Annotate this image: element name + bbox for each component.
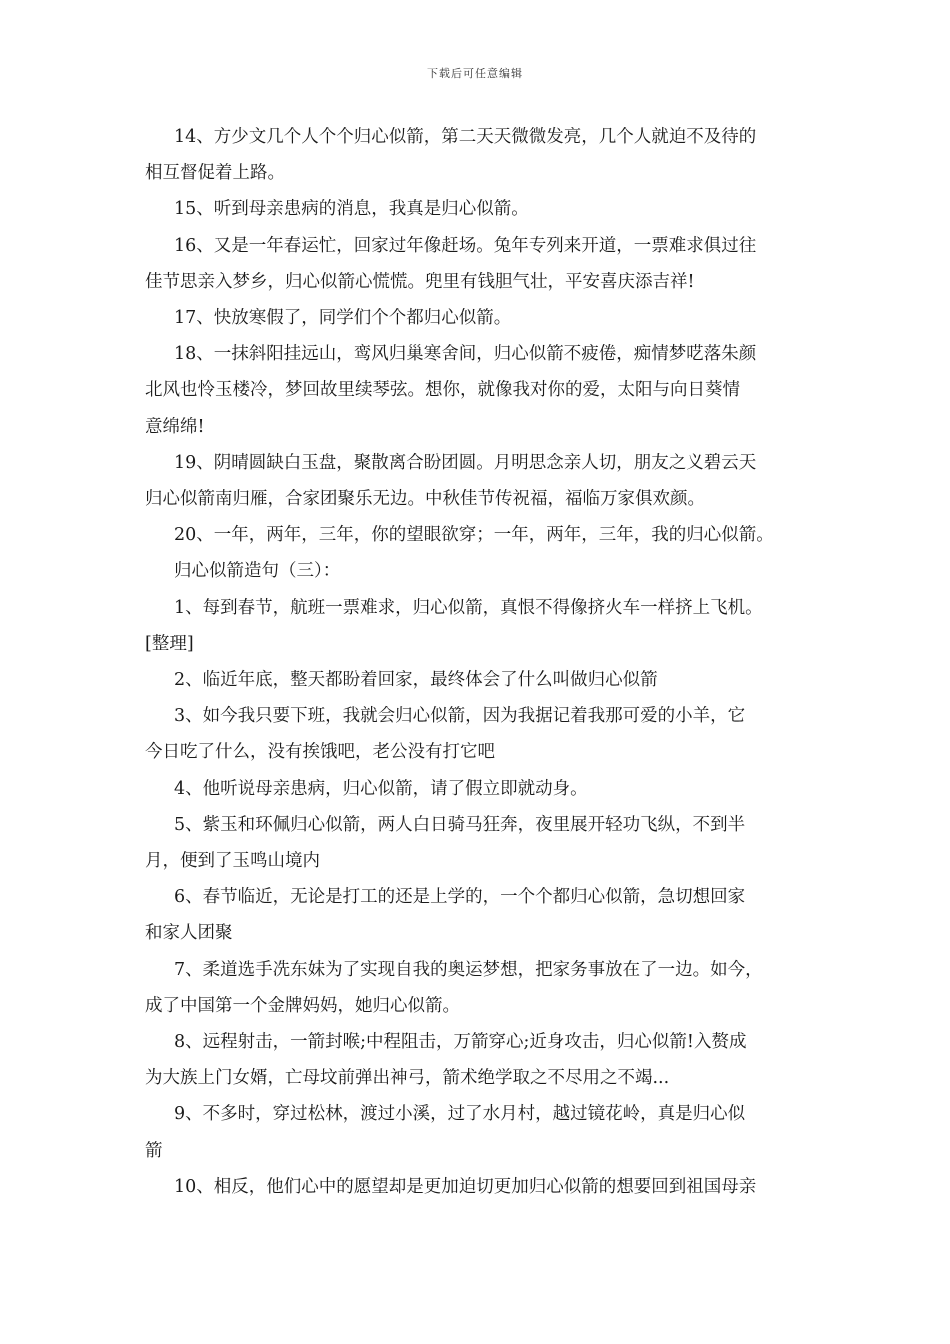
- paragraph-line: 14、方少文几个人个个归心似箭，第二天天微微发亮，几个人就迫不及待的: [174, 127, 757, 147]
- paragraph-line: 2、临近年底，整天都盼着回家，最终体会了什么叫做归心似箭: [174, 670, 658, 691]
- paragraph-continuation-line: [整理]: [145, 633, 194, 654]
- paragraph-line: 20、一年，两年，三年，你的望眼欲穿；一年，两年，三年，我的归心似箭。: [174, 525, 774, 546]
- paragraph-continuation-line: 月，便到了玉鸣山境内: [145, 851, 320, 872]
- paragraph-continuation-line: 成了中国第一个金牌妈妈，她归心似箭。: [145, 995, 460, 1016]
- paragraph-continuation-line: 箭: [145, 1140, 163, 1161]
- paragraph-line: 3、如今我只要下班，我就会归心似箭，因为我据记着我那可爱的小羊，它: [174, 706, 746, 727]
- paragraph-line: 16、又是一年春运忙，回家过年像赶场。兔年专列来开道，一票难求俱过往: [174, 235, 757, 256]
- paragraph-line: 归心似箭造句（三）：: [174, 561, 341, 582]
- paragraph-continuation-line: 为大族上门女婿，亡母坟前弹出神弓，箭术绝学取之不尽用之不竭...: [145, 1068, 670, 1089]
- page-header: 下载后可任意编辑: [427, 67, 523, 80]
- paragraph-line: 15、听到母亲患病的消息，我真是归心似箭。: [174, 199, 529, 220]
- paragraph-line: 19、阴晴圆缺白玉盘，聚散离合盼团圆。月明思念亲人切，朋友之义碧云天: [174, 452, 757, 473]
- paragraph-continuation-line: 今日吃了什么，没有挨饿吧，老公没有打它吧: [145, 742, 495, 763]
- paragraph-continuation-line: 北风也怜玉楼冷，梦回故里续琴弦。想你，就像我对你的爱，太阳与向日葵情: [145, 380, 740, 401]
- paragraph-line: 9、不多时，穿过松林，渡过小溪，过了水月村，越过镜花岭，真是归心似: [174, 1104, 746, 1125]
- paragraph-line: 8、远程射击，一箭封喉;中程阻击，万箭穿心;近身攻击，归心似箭!入赘成: [174, 1032, 747, 1053]
- paragraph-continuation-line: 归心似箭南归雁，合家团聚乐无边。中秋佳节传祝福，福临万家俱欢颜。: [145, 489, 705, 510]
- paragraph-line: 10、相反，他们心中的愿望却是更加迫切更加归心似箭的想要回到祖国母亲: [174, 1176, 757, 1197]
- paragraph-line: 18、一抹斜阳挂远山，鸾风归巢寒舍间，归心似箭不疲倦，痴情梦呓落朱颜: [174, 344, 757, 365]
- paragraph-line: 5、紫玉和环佩归心似箭，两人白日骑马狂奔，夜里展开轻功飞纵，不到半: [174, 814, 746, 835]
- paragraph-continuation-line: 和家人团聚: [145, 923, 233, 944]
- paragraph-line: 6、春节临近，无论是打工的还是上学的，一个个都归心似箭，急切想回家: [174, 887, 746, 908]
- paragraph-line: 17、快放寒假了，同学们个个都归心似箭。: [174, 308, 512, 329]
- paragraph-line: 1、每到春节，航班一票难求，归心似箭，真恨不得像挤火车一样挤上飞机。: [174, 597, 763, 618]
- paragraph-line: 7、柔道选手冼东妹为了实现自我的奥运梦想，把家务事放在了一边。如今，: [174, 959, 763, 980]
- document-body: [145, 119, 810, 1205]
- paragraph-continuation-line: 佳节思亲入梦乡，归心似箭心慌慌。兜里有钱胆气壮，平安喜庆添吉祥!: [145, 271, 695, 292]
- paragraph-line: 4、他听说母亲患病，归心似箭，请了假立即就动身。: [174, 778, 588, 799]
- paragraph-continuation-line: 意绵绵!: [145, 416, 205, 437]
- paragraph-continuation-line: 相互督促着上路。: [145, 163, 285, 184]
